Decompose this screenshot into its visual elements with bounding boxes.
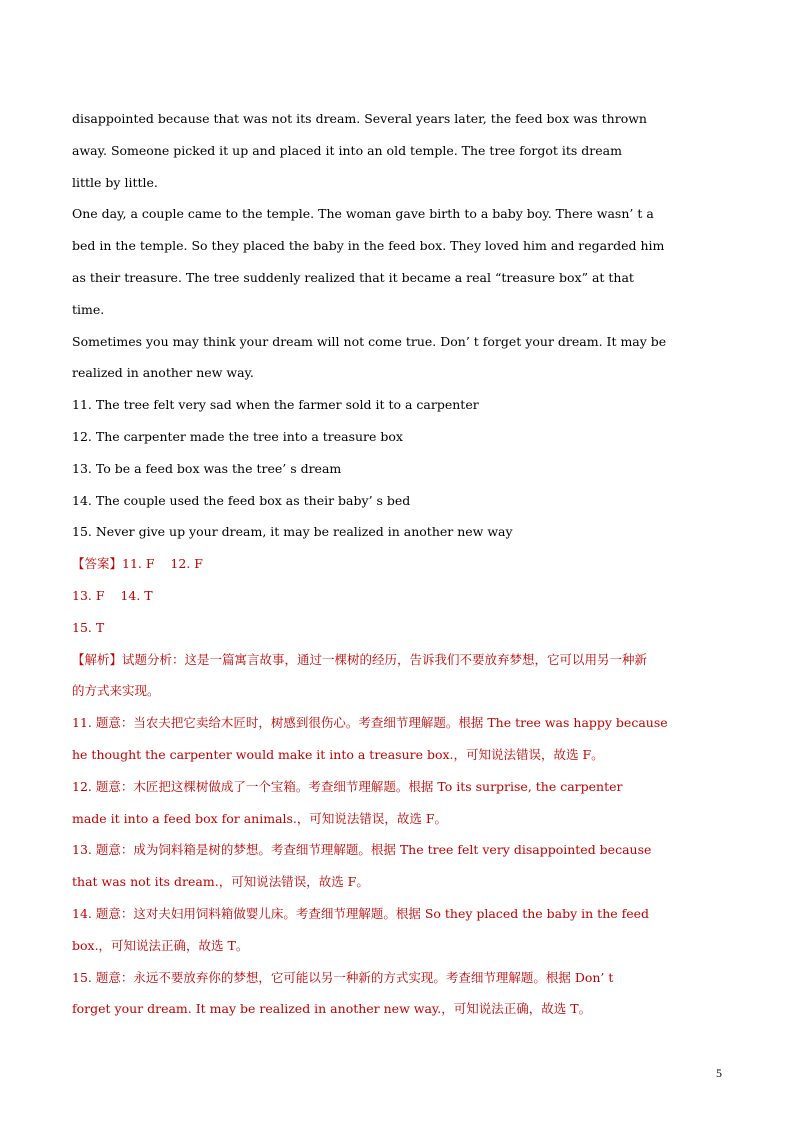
question-item: 13. To be a feed box was the tree’ s dream — [72, 460, 342, 476]
answer-line: 15. T — [72, 619, 105, 635]
analysis-line: that was not its dream.，可知说法错误，故选 F。 — [72, 874, 369, 890]
passage-line: as their treasure. The tree suddenly realized that it became a real “treasure box” at that — [72, 269, 634, 285]
question-item: 12. The carpenter made the tree into a treasure box — [72, 428, 403, 444]
page-number: 5 — [716, 1066, 722, 1080]
answer-key — [72, 548, 722, 643]
analysis-line: 的方式来实现。 — [72, 683, 160, 699]
passage-line: disappointed because that was not its dream. Several years later, the feed box was thrown — [72, 111, 647, 126]
question-item: 15. Never give up your dream, it may be realized in another new way — [72, 524, 513, 540]
analysis-line: 15. 题意：永远不要放弃你的梦想，它可能以另一种新的方式实现。考查细节理解题。根据 Don’ t — [72, 969, 614, 985]
analysis-line: he thought the carpenter would make it into a treasure box.，可知说法错误，故选 F。 — [72, 746, 604, 762]
answer-line: 【答案】11. F 12. F — [72, 556, 203, 572]
passage-line: little by little. — [72, 174, 158, 190]
question-item: 14. The couple used the feed box as their baby’ s bed — [72, 492, 411, 508]
question-list — [72, 389, 722, 548]
passage-line: One day, a couple came to the temple. The woman gave birth to a baby boy. There wasn’ t a — [72, 206, 654, 222]
passage-line: bed in the temple. So they placed the baby in the feed box. They loved him and regarded him — [72, 238, 665, 254]
analysis-line: forget your dream. It may be realized in another new way.，可知说法正确，故选 T。 — [72, 1001, 592, 1017]
analysis-line: 11. 题意：当农夫把它卖给木匠时，树感到很伤心。考查细节理解题。根据 The tree was happy because — [72, 715, 668, 731]
passage-line: away. Someone picked it up and placed it into an old temple. The tree forgot its dream — [72, 142, 622, 158]
analysis-section — [72, 644, 722, 1026]
analysis-line: made it into a feed box for animals.，可知说法错误，故选 F。 — [72, 810, 448, 826]
analysis-line: 13. 题意：成为饲料箱是树的梦想。考查细节理解题。根据 The tree felt very disappointed because — [72, 842, 652, 858]
answer-line: 13. F 14. T — [72, 587, 153, 603]
passage-line: Sometimes you may think your dream will not come true. Don’ t forget your dream. It may be — [72, 333, 667, 349]
page-content — [72, 103, 722, 1025]
analysis-line: 14. 题意：这对夫妇用饲料箱做婴儿床。考查细节理解题。根据 So they placed the baby in the feed — [72, 905, 650, 921]
passage-text — [72, 103, 722, 389]
analysis-line: box.，可知说法正确，故选 T。 — [72, 937, 249, 953]
analysis-line: 12. 题意：木匠把这棵树做成了一个宝箱。考查细节理解题。根据 To its surprise, the carpenter — [72, 778, 623, 794]
passage-line: realized in another new way. — [72, 365, 254, 381]
analysis-line: 【解析】试题分析：这是一篇寓言故事，通过一棵树的经历，告诉我们不要放弃梦想，它可以用另一种新 — [72, 651, 648, 667]
question-item: 11. The tree felt very sad when the farmer sold it to a carpenter — [72, 397, 479, 413]
passage-line: time. — [72, 301, 105, 317]
